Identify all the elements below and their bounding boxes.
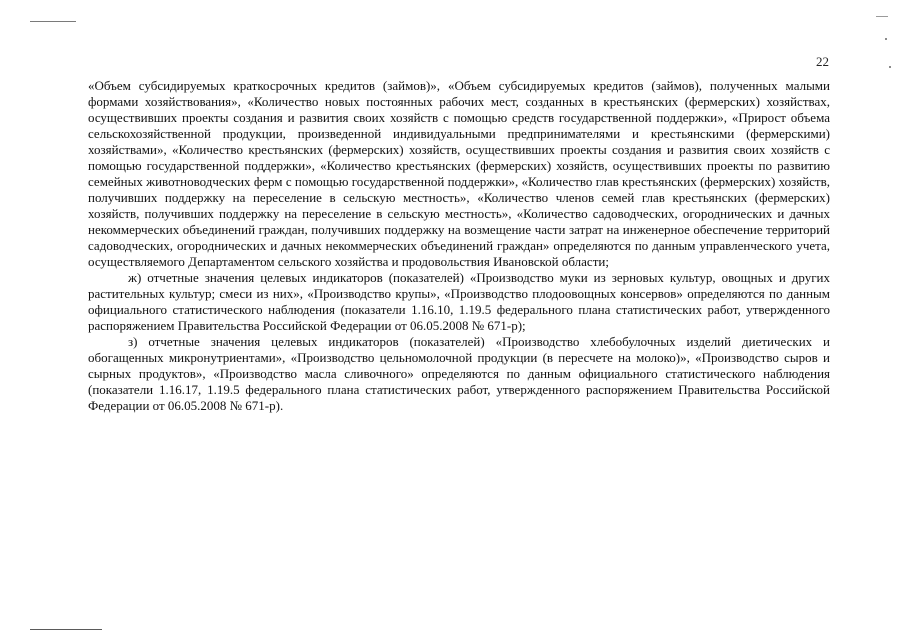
scan-artifact-dot — [885, 38, 887, 40]
scan-artifact-line — [876, 16, 888, 17]
paragraph-indicators-list: «Объем субсидируемых краткосрочных кредитов (займов)», «Объем субсидируемых кредитов (займов), полученных малыми формами хозяйствования», «Количество новых постоянных рабочих мест, созданных в крестьянских (фермерских) хозяйствах, осуществивших проекты создания и развития своих хозяйств с помощью средств государственной поддержки», «Прирост объема сельскохозяйственной продукции, произведенной индивидуальными предпринимателями и крестьянскими (фермерскими) хозяйствами», «Количество крестьянских (фермерских) хозяйств, осуществивших проекты создания и развития своих хозяйств с помощью государственной поддержки», «Количество крестьянских (фермерских) хозяйств, осуществивших проекты по развитию семейных животноводческих ферм с помощью государственной поддержки», «Количество глав крестьянских (фермерских) хозяйств, получивших поддержку на переселение в сельскую местность», «Количество членов семей глав крестьянских (фермерских) хозяйств, получивших поддержку на переселение в сельскую местность», «Количество садоводческих, огороднических и дачных некоммерческих объединений граждан, получивших поддержку на возмещение части затрат на инженерное обеспечение территорий садоводческих, огороднических и дачных некоммерческих объединений граждан» определяются по данным управленческого учета, осуществляемого Департаментом сельского хозяйства и продовольствия Ивановской области; — [88, 78, 830, 269]
scan-artifact-line — [30, 629, 102, 630]
scan-artifact-line — [30, 21, 76, 22]
paragraph-item-z: з) отчетные значения целевых индикаторов (показателей) «Производство хлебобулочных изделий диетических и обогащенных микронутриентами», «Производство цельномолочной продукции (в пересчете на молоко)», «Производство сыров и сырных продуктов», «Производство масла сливочного» определяются по данным официального статистического наблюдения (показатели 1.16.17, 1.19.5 федерального плана статистических работ, утвержденного распоряжением Правительства Российской Федерации от 06.05.2008 № 671-р). — [88, 334, 830, 413]
document-body — [88, 78, 830, 414]
paragraph-item-zh: ж) отчетные значения целевых индикаторов (показателей) «Производство муки из зерновых культур, овощных и других растительных культур; смеси из них», «Производство крупы», «Производство плодоовощных консервов» определяются по данным официального статистического наблюдения (показатели 1.16.10, 1.19.5 федерального плана статистических работ, утвержденного распоряжением Правительства Российской Федерации от 06.05.2008 № 671-р); — [88, 270, 830, 333]
page-number: 22 — [816, 54, 829, 69]
scan-artifact-dot — [889, 66, 891, 68]
